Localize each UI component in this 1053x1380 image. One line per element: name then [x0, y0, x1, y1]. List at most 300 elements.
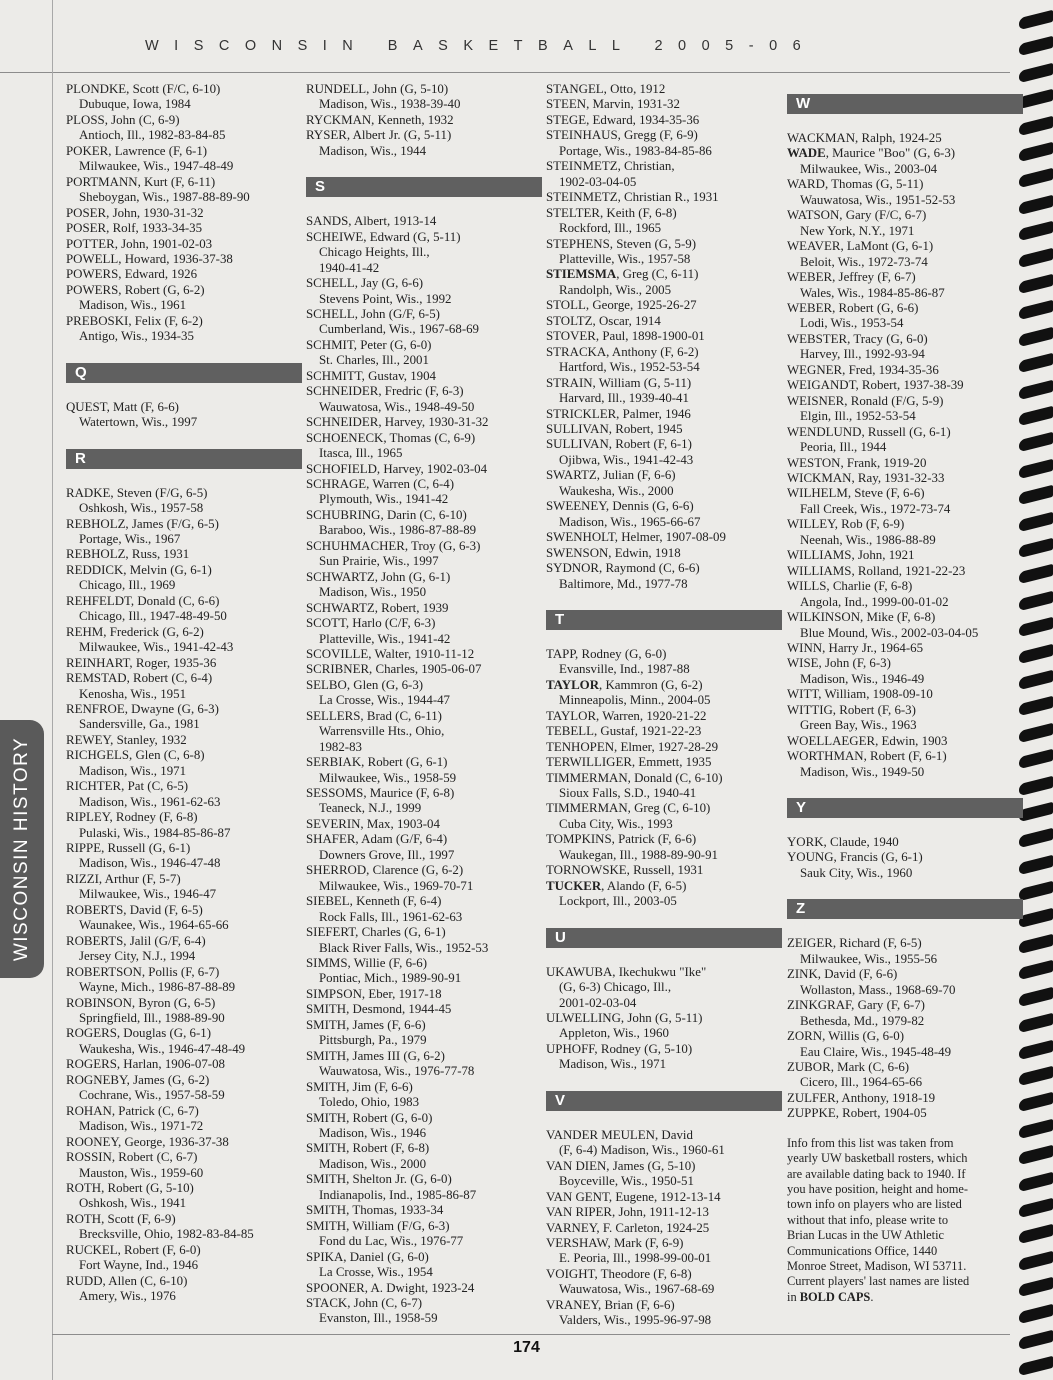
player-hometown-years: Baltimore, Md., 1977-78 — [559, 576, 688, 591]
player-details: , 1939 — [416, 600, 449, 615]
player-name: SCHNEIDER, Harvey — [306, 415, 422, 430]
entry-line — [546, 1267, 782, 1282]
roster-entry — [66, 733, 302, 748]
roster-entry — [306, 1281, 542, 1296]
entry-line — [546, 190, 782, 205]
entry-line — [306, 415, 542, 430]
player-details: (C, 6-10) — [136, 1273, 188, 1288]
player-hometown-years: Lodi, Wis., 1953-54 — [800, 316, 904, 331]
player-hometown-years: Hartford, Wis., 1952-53-54 — [559, 360, 700, 375]
player-details: (F/C, 6-7) — [871, 208, 927, 223]
roster-entry — [306, 230, 542, 276]
entry-line — [306, 1203, 542, 1218]
player-hometown-years: Peoria, Ill., 1944 — [800, 440, 887, 455]
roster-entry — [66, 841, 302, 872]
entry-line — [306, 338, 542, 353]
player-name: YOUNG, Francis — [787, 850, 878, 865]
player-details: (G, 6-6) — [873, 300, 919, 315]
entry-line — [546, 771, 782, 786]
player-name: REHM, Frederick — [66, 624, 160, 639]
roster-entry — [787, 270, 1023, 301]
roster-entry — [546, 190, 782, 205]
roster-entry — [546, 422, 782, 437]
player-details: (C, 6-4) — [168, 671, 213, 686]
roster-entry — [546, 499, 782, 530]
entry-line — [66, 1150, 302, 1165]
player-name: TENHOPEN, Elmer — [546, 739, 652, 754]
player-name: STELTER, Keith — [546, 205, 636, 220]
entry-line — [306, 384, 542, 399]
player-name: STOLTZ, Oscar — [546, 313, 629, 328]
entry-line — [306, 894, 542, 909]
player-details: , 1921 — [882, 548, 915, 563]
player-name: WEBER, Robert — [787, 300, 874, 315]
player-name: WITT, William — [787, 687, 867, 702]
player-hometown-years: Milwaukee, Wis., 1969-70-71 — [319, 878, 474, 893]
header-title: WISCONSIN BASKETBALL 2005-06 — [145, 38, 817, 54]
player-hometown-years: Sauk City, Wis., 1960 — [800, 865, 913, 880]
entry-line — [787, 1029, 1023, 1044]
player-name: PORTMANN, Kurt — [66, 174, 168, 189]
entry-line — [546, 1159, 782, 1174]
entry-line — [306, 1296, 542, 1311]
player-first-name: , Greg — [616, 267, 649, 282]
roster-entry — [306, 1172, 542, 1203]
player-details: (F, 6-6) — [384, 1017, 426, 1032]
player-details: , 1902-03-04 — [420, 461, 488, 476]
player-name: RIZZI, Arthur — [66, 871, 140, 886]
player-details: (C, 6-7) — [378, 1295, 423, 1310]
roster-entry — [66, 656, 302, 671]
roster-entry — [306, 1141, 542, 1172]
binding-coil — [1019, 1171, 1053, 1191]
roster-entry — [787, 1106, 1023, 1121]
entry-line — [546, 755, 782, 770]
entry-line — [66, 267, 302, 282]
player-hometown-years: Oshkosh, Wis., 1941 — [79, 1196, 187, 1211]
player-hometown-years-cont: 1940-41-42 — [319, 260, 380, 275]
player-hometown-years: Pulaski, Wis., 1984-85-86-87 — [79, 825, 231, 840]
entry-line — [66, 113, 302, 128]
player-hometown-years: (F, 6-4) Madison, Wis., 1960-61 — [559, 1143, 725, 1158]
player-details: (G, 6-0) — [386, 337, 432, 352]
entry-line — [306, 369, 542, 384]
player-hometown-years: Madison, Wis., 1938-39-40 — [319, 97, 461, 112]
binding-coil — [1019, 723, 1053, 743]
player-name: SCOTT, Harlo — [306, 616, 382, 631]
player-details: (F, 6-11) — [167, 174, 216, 189]
player-name: SESSOMS, Maurice — [306, 786, 413, 801]
roster-entry — [306, 601, 542, 616]
player-details: (G/F, 6-4) — [392, 832, 448, 847]
player-details: (F, 6-6) — [654, 832, 697, 847]
section-header-z: Z — [787, 899, 1023, 919]
player-name: ROTH, Scott — [66, 1211, 135, 1226]
roster-entry — [787, 301, 1023, 332]
player-details: (G, 6-1) — [402, 755, 448, 770]
player-details: , 1912-13-14 — [654, 1189, 721, 1204]
player-hometown-years: Springfield, Ill., 1988-89-90 — [79, 1011, 225, 1026]
player-hometown-years: Chicago, Ill., 1969 — [79, 578, 176, 593]
roster-entry — [306, 214, 542, 229]
player-name: RENFROE, Dwayne — [66, 701, 175, 716]
entry-line — [546, 709, 782, 724]
player-hometown-years: Bethesda, Md., 1979-82 — [800, 1013, 925, 1028]
player-name: STEGE, Edward — [546, 112, 633, 127]
player-details: , 1936-37-38 — [166, 251, 233, 266]
player-name: VAN RIPER, John — [546, 1205, 643, 1220]
player-details: (C, 6-10) — [416, 507, 467, 522]
player-details: (C, 6-7) — [154, 1103, 199, 1118]
roster-entry — [787, 967, 1023, 998]
player-name: ZEIGER, Richard — [787, 936, 881, 951]
roster-entry — [546, 376, 782, 407]
entry-line — [546, 678, 782, 693]
binding-coil — [1019, 247, 1053, 267]
entry-line — [66, 486, 302, 501]
player-details: , 1924-25 — [892, 131, 942, 145]
entry-line — [546, 314, 782, 329]
roster-entry — [306, 709, 542, 755]
player-name: WARD, Thomas — [787, 177, 873, 192]
roster-entry — [546, 879, 782, 910]
entry-line — [787, 703, 1023, 718]
player-hometown-years: (G, 6-3) Chicago, Ill., — [559, 980, 672, 995]
entry-line — [546, 1128, 782, 1143]
player-name: WILLEY, Rob — [787, 517, 863, 532]
entry-line — [66, 221, 302, 236]
player-hometown-years: Pontiac, Mich., 1989-90-91 — [319, 971, 462, 986]
roster-entry — [546, 546, 782, 561]
binding-coil — [1019, 142, 1053, 162]
entry-line — [787, 579, 1023, 594]
entry-line — [306, 863, 542, 878]
player-name: STRICKLER, Palmer — [546, 406, 659, 421]
roster-entry — [546, 863, 782, 878]
player-details: (F, 6-9) — [134, 1211, 176, 1226]
player-hometown-years: Rockford, Ill., 1965 — [559, 221, 662, 236]
binding-coil — [1019, 1145, 1053, 1165]
roster-entry — [66, 206, 302, 221]
player-name: SWEENEY, Dennis — [546, 499, 649, 514]
roster-entry — [66, 934, 302, 965]
player-name: WILHELM, Steve — [787, 486, 883, 501]
player-details: (F, 6-8) — [650, 1266, 692, 1281]
entry-line — [787, 835, 1023, 850]
entry-line — [66, 517, 302, 532]
player-hometown-years: Madison, Wis., 2000 — [319, 1156, 427, 1171]
binding-coil — [1019, 934, 1053, 954]
note-bold-text: BOLD CAPS — [799, 1289, 871, 1304]
binding-coil — [1019, 353, 1053, 373]
player-hometown-years: Itasca, Ill., 1965 — [319, 446, 403, 461]
entry-line — [787, 850, 1023, 865]
entry-line — [546, 1042, 782, 1057]
roster-entry — [306, 508, 542, 539]
binding-coil — [1019, 432, 1053, 452]
player-details: (F, 6-8) — [387, 1141, 430, 1156]
player-name: STEINMETZ, Christian R. — [546, 190, 687, 205]
player-name: ZORN, Willis — [787, 1029, 860, 1044]
roster-entry — [787, 564, 1023, 579]
binding-coil — [1019, 379, 1053, 399]
roster-entry — [306, 863, 542, 894]
entry-line — [787, 425, 1023, 440]
player-name: SWARTZ, Julian — [546, 468, 635, 483]
player-details: (F, 6-2) — [657, 344, 699, 359]
player-hometown-years: Madison, Wis., 1949-50 — [800, 764, 925, 779]
player-first-name: , Alando — [601, 878, 645, 893]
roster-entry — [787, 687, 1023, 702]
roster-entry — [306, 384, 542, 415]
player-hometown-years: Madison, Wis., 1961 — [79, 298, 187, 313]
entry-line — [66, 810, 302, 825]
player-name: ROHAN, Patrick — [66, 1103, 155, 1118]
entry-line — [546, 647, 782, 662]
player-hometown-years: Portage, Wis., 1967 — [79, 531, 181, 546]
entry-line — [66, 748, 302, 763]
entry-line — [787, 734, 1023, 749]
player-details: (G, 6-0) — [859, 1029, 905, 1044]
roster-entry — [787, 610, 1023, 641]
roster-entry — [306, 1049, 542, 1080]
roster-entry — [306, 338, 542, 369]
player-hometown-years: Neenah, Wis., 1986-88-89 — [800, 532, 936, 547]
entry-line — [66, 1212, 302, 1227]
player-name: RUDD, Allen — [66, 1273, 137, 1288]
binding-coil — [1019, 89, 1053, 109]
entry-line — [546, 437, 782, 452]
roster-entry — [66, 283, 302, 314]
entry-line — [306, 113, 542, 128]
roster-entry — [306, 307, 542, 338]
roster-entry — [546, 1221, 782, 1236]
entry-line — [546, 159, 782, 174]
player-hometown-years: Milwaukee, Wis., 1955-56 — [800, 951, 938, 966]
entry-line — [66, 400, 302, 415]
player-name: RYCKMAN, Kenneth — [306, 112, 422, 127]
roster-entry — [66, 1150, 302, 1181]
roster-entry — [546, 82, 782, 97]
entry-line — [546, 1205, 782, 1220]
entry-line — [306, 307, 542, 322]
roster-entry — [787, 471, 1023, 486]
player-details: (F, 6-6) — [882, 486, 925, 501]
player-hometown-years: Indianapolis, Ind., 1985-86-87 — [319, 1187, 477, 1202]
player-name: SERBIAK, Robert — [306, 755, 403, 770]
player-details: (F, 6-3) — [849, 656, 891, 671]
roster-entry — [546, 709, 782, 724]
player-hometown-years: Sun Prairie, Wis., 1997 — [319, 554, 439, 569]
roster-entry — [66, 563, 302, 594]
player-details: (F, 6-7) — [874, 270, 916, 285]
player-hometown-years: Jersey City, N.J., 1994 — [79, 949, 196, 964]
entry-line — [66, 547, 302, 562]
player-details: , 1920-21-22 — [639, 708, 707, 723]
entry-line — [66, 779, 302, 794]
entry-line — [306, 1250, 542, 1265]
player-name: ROGERS, Harlan — [66, 1057, 159, 1072]
player-details: , 1919-20 — [877, 455, 927, 470]
player-name: POTTER, John — [66, 236, 146, 251]
entry-line — [787, 394, 1023, 409]
player-name: SPIKA, Daniel — [306, 1249, 385, 1264]
player-name: WEBSTER, Tracy — [787, 331, 883, 346]
player-name: WEAVER, LaMont — [787, 239, 889, 254]
roster-entry — [66, 1104, 302, 1135]
entry-line — [306, 570, 542, 585]
entry-line — [787, 967, 1023, 982]
roster-entry — [546, 159, 782, 190]
roster-entry — [546, 1205, 782, 1220]
player-name: PREBOSKI, Felix — [66, 313, 162, 328]
roster-entry — [546, 832, 782, 863]
player-name: WATSON, Gary — [787, 208, 872, 223]
player-name: SCHMIT, Peter — [306, 337, 387, 352]
roster-entry — [306, 662, 542, 677]
roster-column-1 — [66, 82, 302, 1305]
roster-entry — [66, 486, 302, 517]
roster-entry — [546, 1267, 782, 1298]
roster-entry — [787, 734, 1023, 749]
player-details: (G, 5-10) — [644, 1158, 696, 1173]
entry-line — [787, 610, 1023, 625]
entry-line — [546, 237, 782, 252]
player-hometown-years: Green Bay, Wis., 1963 — [800, 718, 917, 733]
player-name: POSER, Rolf — [66, 221, 136, 236]
player-name: WOELLAEGER, Edwin — [787, 733, 916, 748]
entry-line — [787, 332, 1023, 347]
roster-entry — [306, 369, 542, 384]
player-name: SELLERS, Brad — [306, 708, 392, 723]
roster-entry — [306, 956, 542, 987]
player-hometown-years: Cuba City, Wis., 1993 — [559, 816, 673, 831]
roster-entry — [306, 539, 542, 570]
entry-line — [66, 563, 302, 578]
player-details: (C, 6-6) — [865, 1060, 910, 1075]
entry-line — [66, 702, 302, 717]
entry-line — [66, 872, 302, 887]
player-details: (F/G, 5-9) — [887, 393, 944, 408]
player-details: (C, 6-11) — [391, 708, 442, 723]
player-details: (F, 6-5) — [644, 878, 687, 893]
player-details: , 1940 — [866, 835, 899, 850]
entry-line — [66, 314, 302, 329]
entry-line — [546, 1190, 782, 1205]
entry-line — [787, 239, 1023, 254]
roster-entry — [306, 477, 542, 508]
player-name: REWEY, Stanley — [66, 732, 155, 747]
player-details: , 1930-31-32 — [421, 415, 489, 430]
roster-entry — [546, 801, 782, 832]
player-details: , 1931 — [686, 190, 719, 205]
player-details: (G, 6-2) — [164, 1072, 210, 1087]
player-name: SCHMITT, Gustav — [306, 368, 404, 383]
binding-coil — [1019, 1224, 1053, 1244]
roster-entry — [546, 468, 782, 499]
roster-entry — [66, 779, 302, 810]
player-name: WEISNER, Ronald — [787, 393, 888, 408]
player-hometown-years: Wayne, Mich., 1986-87-88-89 — [79, 980, 236, 995]
binding-coil — [1019, 617, 1053, 637]
player-details: (G/F, 6-5) — [385, 306, 440, 321]
entry-line — [66, 996, 302, 1011]
roster-entry — [787, 363, 1023, 378]
player-hometown-years: Madison, Wis., 1971 — [79, 763, 187, 778]
player-details: (F, 6-6) — [137, 399, 179, 414]
binding-coil — [1019, 63, 1053, 83]
player-hometown-years: Ojibwa, Wis., 1941-42-43 — [559, 452, 694, 467]
entry-line — [787, 548, 1023, 563]
player-name: TEBELL, Gustaf — [546, 724, 635, 739]
player-name: WILKINSON, Mike — [787, 610, 894, 625]
entry-line — [66, 144, 302, 159]
entry-line — [546, 879, 782, 894]
binding-coil — [1019, 749, 1053, 769]
player-hometown-years: 1902-03-04-05 — [559, 174, 637, 189]
left-margin-rule — [52, 0, 53, 1380]
roster-entry — [787, 131, 1023, 146]
entry-line — [546, 345, 782, 360]
entry-line — [306, 601, 542, 616]
entry-line — [66, 175, 302, 190]
roster-entry — [66, 400, 302, 431]
entry-line — [66, 965, 302, 980]
entry-line — [546, 298, 782, 313]
player-hometown-years: Sheboygan, Wis., 1987-88-89-90 — [79, 190, 250, 205]
player-hometown-years: Oshkosh, Wis., 1957-58 — [79, 501, 204, 516]
entry-line — [787, 208, 1023, 223]
binding-coil — [1019, 1119, 1053, 1139]
player-name: SMITH, Thomas — [306, 1203, 394, 1218]
player-hometown-years: Blue Mound, Wis., 2002-03-04-05 — [800, 625, 979, 640]
player-details: , 1908-09-10 — [866, 687, 933, 702]
player-details: , 1906-07-08 — [158, 1057, 225, 1072]
player-details: , 1935 — [679, 755, 712, 770]
roster-entry — [546, 237, 782, 268]
entry-line — [306, 1049, 542, 1064]
roster-entry — [787, 456, 1023, 471]
roster-entry — [787, 835, 1023, 850]
roster-entry — [66, 1073, 302, 1104]
entry-line — [787, 363, 1023, 378]
player-details: (G, 6-0) — [882, 331, 928, 346]
roster-entry — [546, 437, 782, 468]
player-name: SCHELL, John — [306, 306, 386, 321]
entry-line — [306, 817, 542, 832]
entry-line — [787, 641, 1023, 656]
player-name: UKAWUBA, Ikechukwu "Ike" — [546, 964, 707, 979]
entry-line — [546, 724, 782, 739]
player-hometown-years: Valders, Wis., 1995-96-97-98 — [559, 1313, 712, 1328]
roster-entry — [66, 221, 302, 236]
roster-entry — [306, 570, 542, 601]
player-details: , 1931 — [671, 863, 704, 878]
player-details: (G, 6-2) — [400, 1048, 445, 1063]
player-details: , 1935-36 — [166, 655, 217, 670]
binding-coil — [1019, 775, 1053, 795]
player-details: (F, 6-2) — [161, 313, 203, 328]
player-details: (F, 6-8) — [156, 810, 198, 825]
entry-line — [66, 625, 302, 640]
player-name: SYDNOR, Raymond — [546, 561, 656, 576]
player-hometown-years: Wauwatosa, Wis., 1948-49-50 — [319, 399, 475, 414]
player-name: RICHTER, Pat — [66, 779, 145, 794]
player-hometown-years: Brecksville, Ohio, 1982-83-84-85 — [79, 1227, 254, 1242]
entry-line — [787, 131, 1023, 146]
binding-coil — [1019, 881, 1053, 901]
player-hometown-years: Cochrane, Wis., 1957-58-59 — [79, 1088, 225, 1103]
